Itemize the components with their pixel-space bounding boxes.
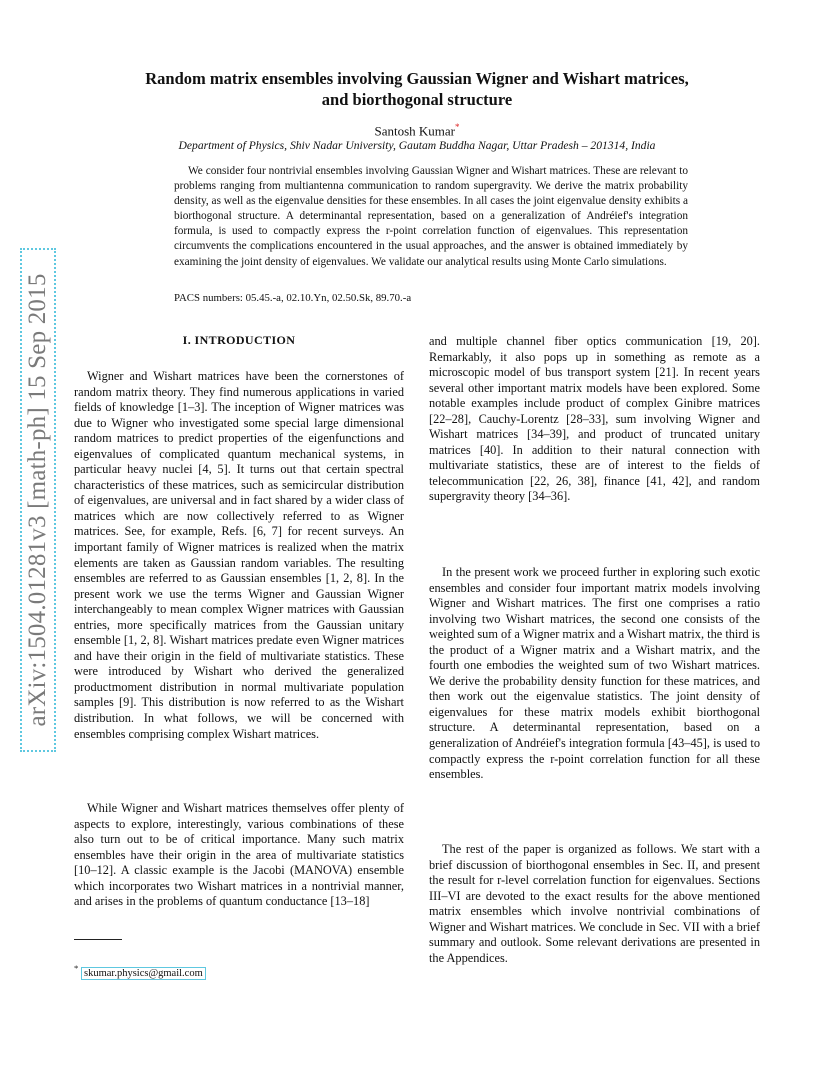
pacs-numbers: PACS numbers: 05.45.-a, 02.10.Yn, 02.50.Sk, 89.70.-a <box>174 292 412 304</box>
right-column-paragraph-2 <box>429 565 760 783</box>
left-column-paragraph-2 <box>74 801 404 910</box>
affiliation: Department of Physics, Shiv Nadar University, Gautam Buddha Nagar, Uttar Pradesh – 201314, India <box>178 139 656 152</box>
paragraph-text: Wigner and Wishart matrices have been the cornerstones of random matrix theory. They find numerous applications in varied fields of knowledge [1–3]. The inception of Wigner matrices was due to Wigner who investigated some special large dimensional random matrices to predict properties of the eigenfunctions and eigenvalues of complicated quantum mechanical systems, in particular heavy nuclei [4, 5]. It turns out that certain spectral characteristics of these matrices, such as semicircular distribution of eigenvalues, are universal and in fact shared by a wider class of matrices which are now collectively referred to as Wigner matrices. See, for example, Refs. [6, 7] for recent surveys. An important family of Wigner matrices is realized when the matrix elements are taken as Gaussian random variables. The resulting ensembles are referred to as Gaussian ensembles [1, 2, 8]. In the present work we use the terms Wigner and Gaussian Wigner interchangeably to mean complex Wigner matrices with Gaussian entries, more specifically matrices from the Gaussian unitary ensemble [1, 2, 8]. Wishart matrices predate even Wigner matrices and have their origin in the field of multivariate statistics. These were introduced by Wishart who derived the generalized productmoment distribution in normal multivariate population samples [9]. This distribution is now referred to as the Wishart distribution. In what follows, we will be concerned with ensembles comprising complex Wishart matrices. <box>74 369 404 741</box>
arxiv-identifier-stamp[interactable] <box>20 248 56 752</box>
left-column-paragraph-1 <box>74 369 404 742</box>
title-line-1: Random matrix ensembles involving Gaussian Wigner and Wishart matrices, <box>145 69 689 88</box>
author-line <box>100 122 734 139</box>
right-column-paragraph-1 <box>429 334 760 505</box>
paragraph-text: The rest of the paper is organized as follows. We start with a brief discussion of biorthogonal ensembles in Sec. II, and present the result for r-level correlation function for eigenvalues. Sections III–VI are devoted to the exact results for the above mentioned matrix ensembles which involve nontrivial combinations of Wigner and Wishart matrices. We conclude in Sec. VII with a brief summary and outlook. Some relevant derivations are presented in the Appendices. <box>429 842 760 965</box>
author-name: Santosh Kumar <box>374 123 456 139</box>
footnote-divider <box>74 939 122 940</box>
arxiv-stamp-text: arXiv:1504.01281v3 [math-ph] 15 Sep 2015 <box>20 248 56 752</box>
title-line-2: and biorthogonal structure <box>321 90 513 109</box>
paragraph-text: In the present work we proceed further in exploring such exotic ensembles and consider four important matrix models involving Wigner and Wishart matrices. The first one comprises a ratio involving two Wishart matrices, the second one consists of the weighted sum of a Wigner matrix and a Wishart matrix, the third is the product of a Wigner matrix and a Wishart matrix, and the fourth one embodies the weighted sum of two Wishart matrices. We derive the probability density function for these matrices, and then work out the eigenvalue statistics. The joint density of eigenvalues for these matrix models exhibit biorthogonal structure. A determinantal representation, based on a generalization of Andréief's integration formula [43–45], is used to compactly express the r-point correlation function for all these ensembles. <box>429 565 760 782</box>
footnote <box>74 963 206 979</box>
right-column-paragraph-3 <box>429 842 760 966</box>
section-heading-introduction: I. INTRODUCTION <box>182 333 296 347</box>
paper-title <box>100 68 734 110</box>
footnote-mark: * <box>74 963 79 973</box>
paragraph-text: While Wigner and Wishart matrices themselves offer plenty of aspects to explore, interestingly, various combinations of these also turn out to be of critical importance. Many such matrix ensembles have their origin in the area of multivariate statistics [10–12]. A classic example is the Jacobi (MANOVA) ensemble which incorporates two Wishart matrices in a nontrivial manner, and arises in the problems of quantum conductance [13–18] <box>74 801 404 909</box>
email-link[interactable]: skumar.physics@gmail.com <box>81 967 206 980</box>
author-footnote-link[interactable]: * <box>455 122 460 132</box>
abstract: We consider four nontrivial ensembles involving Gaussian Wigner and Wishart matrices. These are relevant to problems ranging from multiantenna communication to random supergravity. We derive the matrix probability density, as well as the eigenvalue densities for these ensembles. In all cases the joint eigenvalue density exhibits a biorthogonal structure. A determinantal representation, based on a generalization of Andréief's integration formula, is used to compactly express the r-point correlation function of eigenvalues. This representation circumvents the complications encountered in the usual approaches, and the answer is obtained immediately by examining the joint density of eigenvalues. We validate our analytical results using Monte Carlo simulations. <box>174 165 688 268</box>
paragraph-text: and multiple channel fiber optics communication [19, 20]. Remarkably, it also pops up in something as remote as a microscopic model of bus transport system [21]. In recent years several other important matrix models have been explored. Some notable examples include product of complex Ginibre matrices [22–28], Cauchy-Lorentz [28–33], sum involving Wigner and Wishart matrices [34–39], and product of truncated unitary matrices [40]. In addition to their natural connection with multivariate statistics, these are of interest to the fields of telecommunication [22, 26, 38], finance [41, 42], and random supergravity theory [34–36]. <box>429 334 760 504</box>
